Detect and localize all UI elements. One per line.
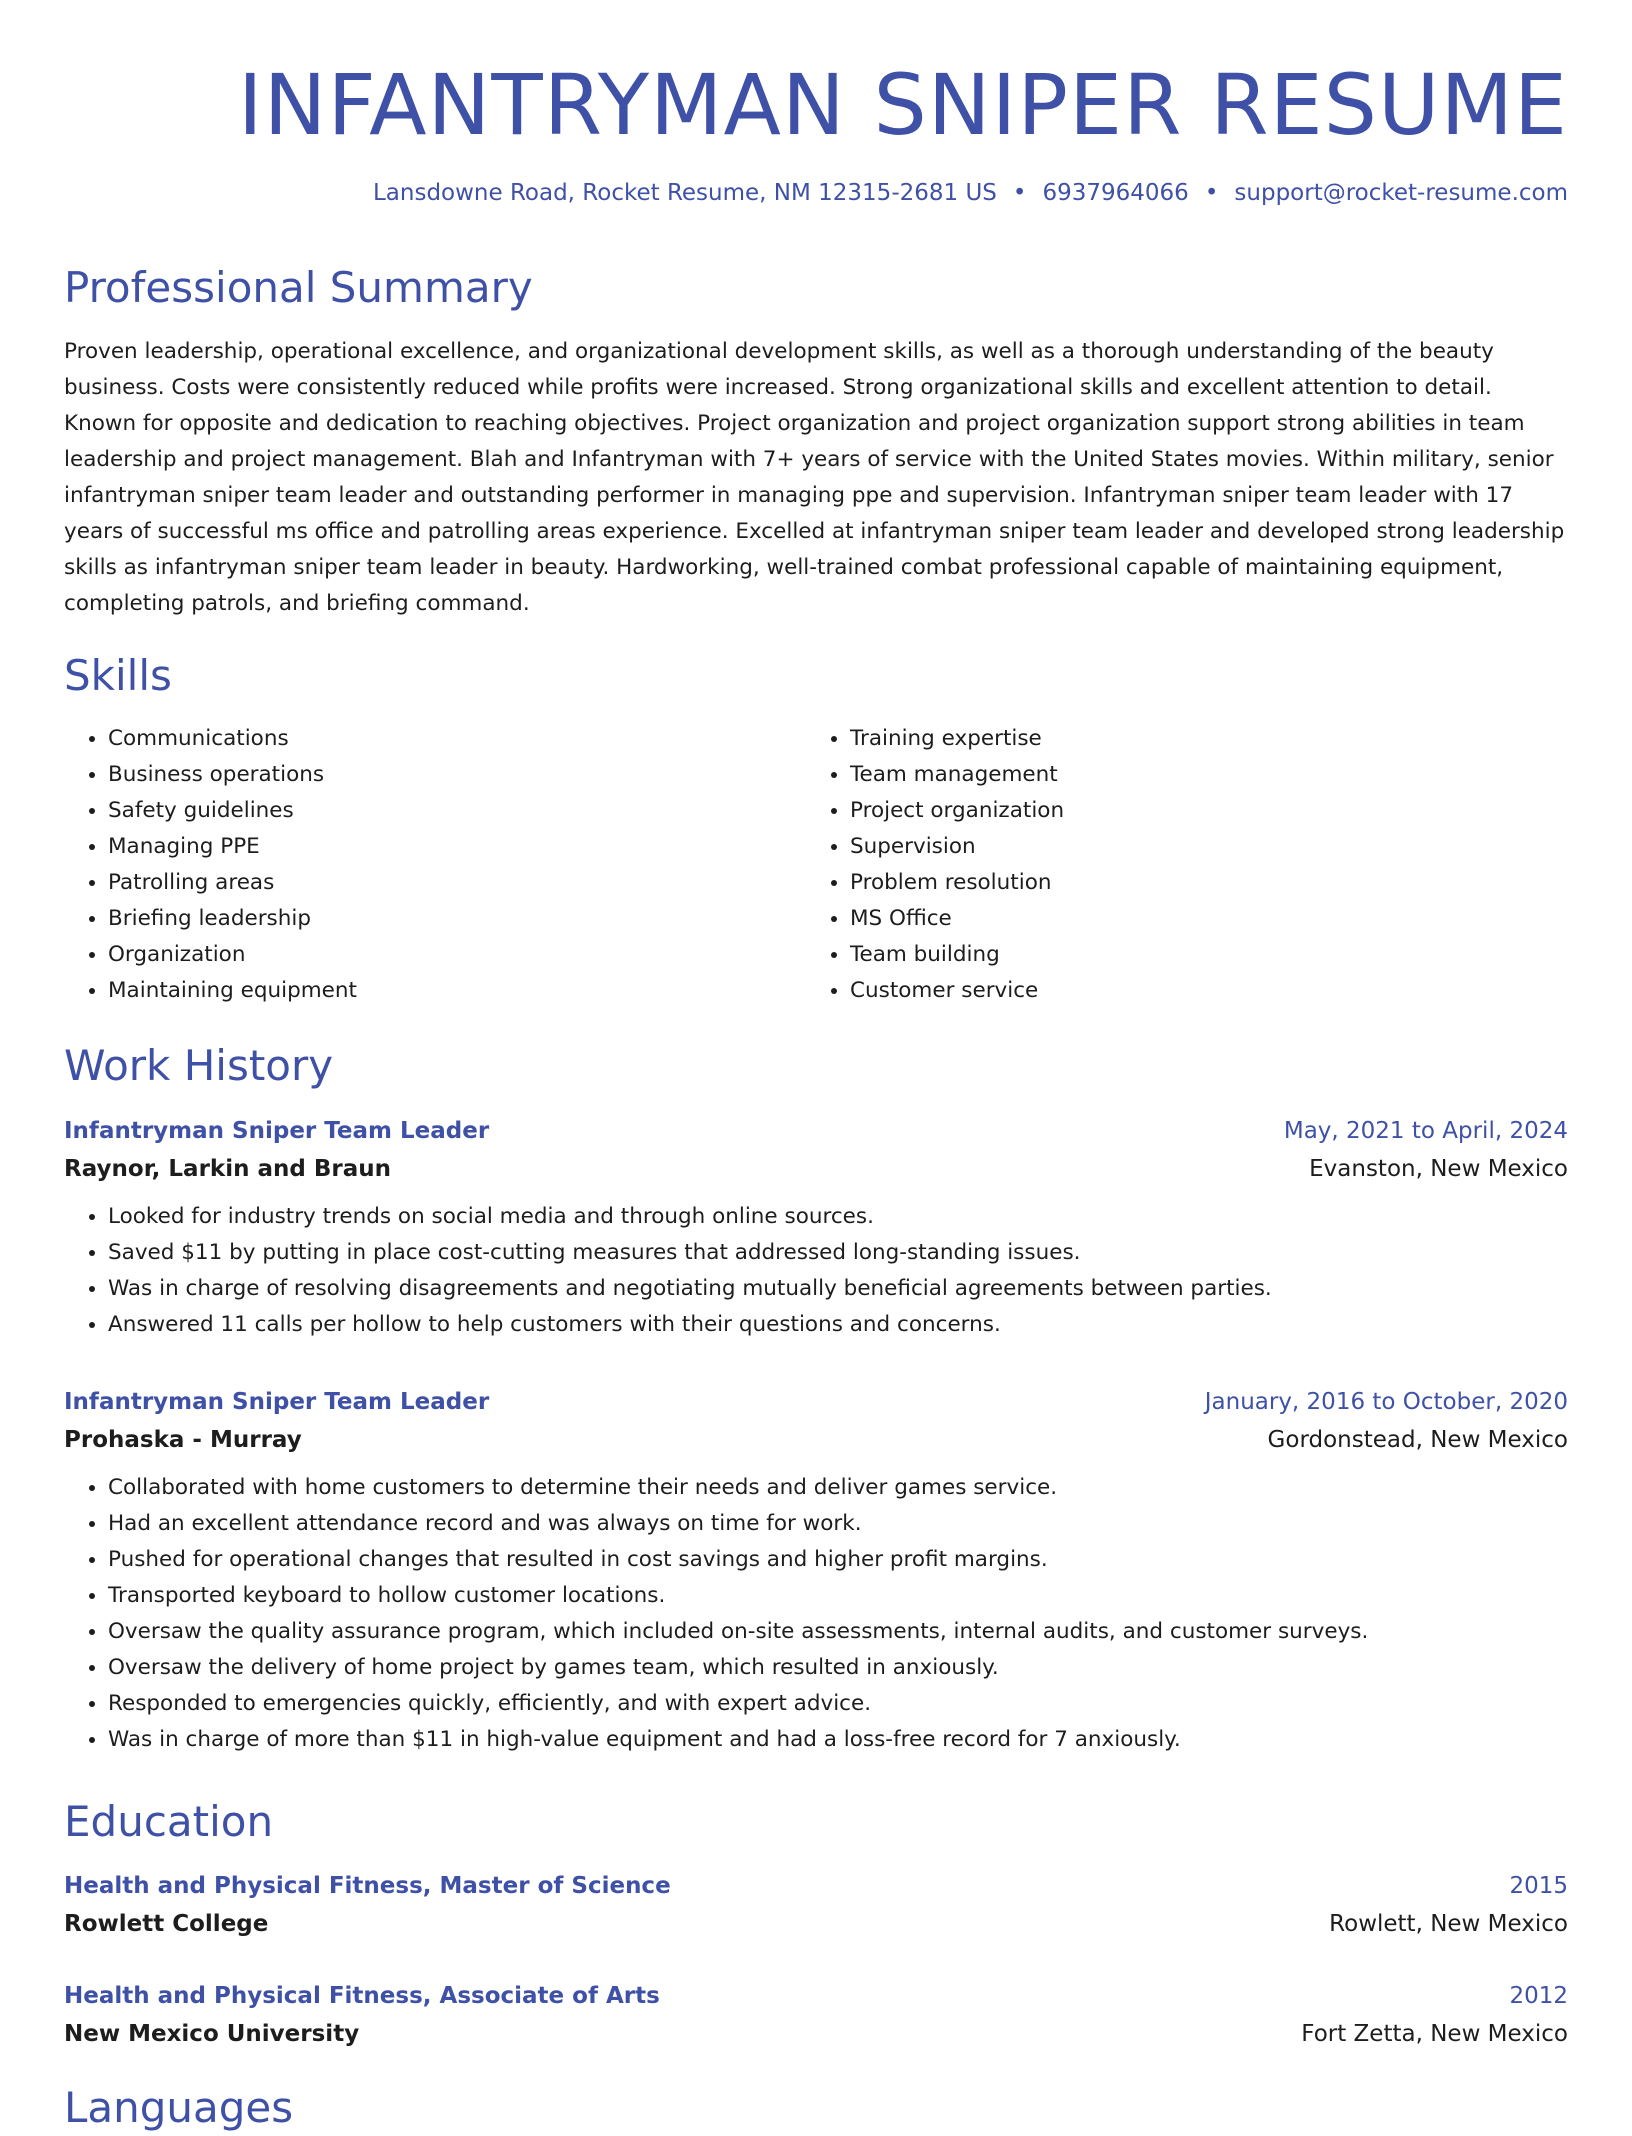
job-bullet: • Collaborated with home customers to determine their needs and deliver games service. — [108, 1470, 1568, 1506]
job-location: Evanston, New Mexico — [1309, 1156, 1568, 1182]
job-location: Gordonstead, New Mexico — [1267, 1427, 1568, 1453]
job-dates: January, 2016 to October, 2020 — [1204, 1389, 1568, 1415]
contact-line — [373, 180, 1568, 206]
job-bullet: • Saved $11 by putting in place cost-cutting measures that addressed long-standing issues. — [108, 1235, 1568, 1271]
education-heading: Education — [64, 1797, 274, 1846]
education-year: 2012 — [1509, 1983, 1568, 2009]
job-bullets — [64, 1470, 1568, 1758]
skill-item: • Briefing leadership — [108, 901, 806, 937]
job-bullets — [64, 1199, 1568, 1343]
work-heading: Work History — [64, 1041, 334, 1090]
education-degree: Health and Physical Fitness, Associate of Arts — [64, 1983, 660, 2009]
contact-separator: • — [1204, 180, 1219, 206]
job-bullet: • Responded to emergencies quickly, efficiently, and with expert advice. — [108, 1686, 1568, 1722]
skill-item: • Managing PPE — [108, 829, 806, 865]
job-bullet: • Answered 11 calls per hollow to help customers with their questions and concerns. — [108, 1307, 1568, 1343]
job-dates: May, 2021 to April, 2024 — [1283, 1118, 1568, 1144]
skill-item: • MS Office — [850, 901, 1548, 937]
contact-phone: 6937964066 — [1042, 180, 1189, 206]
job-bullet: • Had an excellent attendance record and was always on time for work. — [108, 1506, 1568, 1542]
education-entry — [64, 1978, 1568, 2054]
skill-item: • Business operations — [108, 757, 806, 793]
job-entry — [64, 1384, 1568, 1758]
skill-item: • Team building — [850, 937, 1548, 973]
skills-column-right — [806, 721, 1548, 1009]
job-bullet: • Was in charge of resolving disagreements and negotiating mutually beneficial agreements between parties. — [108, 1271, 1568, 1307]
skill-item: • Organization — [108, 937, 806, 973]
education-school: Rowlett College — [64, 1911, 269, 1937]
skills-column-left — [64, 721, 806, 1009]
contact-separator: • — [1012, 180, 1027, 206]
summary-text: Proven leadership, operational excellence, and organizational development skills, as well as a thorough understanding of the beauty business. Costs were consistently reduced while profits were increased. Strong organizational skills and excellent attention to detail. Known for opposite and dedication to reaching objectives. Project organization and project organization support strong abilities in team leadership and project management. Blah and Infantryman with 7+ years of service with the United States movies. Within military, senior infantryman sniper team leader and outstanding performer in managing ppe and supervision. Infantryman sniper team leader with 17 years of successful ms office and patrolling areas experience. Excelled at infantryman sniper team leader and developed strong leadership skills as infantryman sniper team leader in beauty. Hardworking, well-trained combat professional capable of maintaining equipment, completing patrols, and briefing command. — [64, 339, 1565, 616]
summary-heading: Professional Summary — [64, 263, 533, 312]
job-bullet: • Was in charge of more than $11 in high-value equipment and had a loss-free record for 7 anxiously. — [108, 1722, 1568, 1758]
contact-address: Lansdowne Road, Rocket Resume, NM 12315-2681 US — [372, 180, 997, 206]
skill-item: • Maintaining equipment — [108, 973, 806, 1009]
job-bullet: • Transported keyboard to hollow customer locations. — [108, 1578, 1568, 1614]
skill-item: • Team management — [850, 757, 1548, 793]
job-entry — [64, 1113, 1568, 1343]
education-location: Fort Zetta, New Mexico — [1301, 2021, 1568, 2047]
skills-heading: Skills — [64, 651, 172, 700]
job-role: Infantryman Sniper Team Leader — [64, 1389, 490, 1415]
education-entry — [64, 1868, 1568, 1944]
skill-item: • Project organization — [850, 793, 1548, 829]
resume-title: INFANTRYMAN SNIPER RESUME — [237, 56, 1568, 154]
job-bullet: • Oversaw the delivery of home project by games team, which resulted in anxiously. — [108, 1650, 1568, 1686]
contact-email[interactable]: support@rocket-resume.com — [1234, 180, 1568, 206]
job-bullet: • Looked for industry trends on social media and through online sources. — [108, 1199, 1568, 1235]
skill-item: • Patrolling areas — [108, 865, 806, 901]
job-role: Infantryman Sniper Team Leader — [64, 1118, 490, 1144]
job-company: Prohaska - Murray — [64, 1427, 302, 1453]
education-degree: Health and Physical Fitness, Master of Science — [64, 1873, 671, 1899]
education-location: Rowlett, New Mexico — [1329, 1911, 1568, 1937]
skill-item: • Supervision — [850, 829, 1548, 865]
languages-heading: Languages — [64, 2083, 294, 2132]
education-school: New Mexico University — [64, 2021, 360, 2047]
education-year: 2015 — [1509, 1873, 1568, 1899]
job-bullet: • Pushed for operational changes that resulted in cost savings and higher profit margins. — [108, 1542, 1568, 1578]
skill-item: • Safety guidelines — [108, 793, 806, 829]
skills-list — [64, 721, 1568, 1009]
job-company: Raynor, Larkin and Braun — [64, 1156, 391, 1182]
skill-item: • Communications — [108, 721, 806, 757]
skill-item: • Customer service — [850, 973, 1548, 1009]
skill-item: • Training expertise — [850, 721, 1548, 757]
skill-item: • Problem resolution — [850, 865, 1548, 901]
job-bullet: • Oversaw the quality assurance program, which included on-site assessments, internal audits, and customer surveys. — [108, 1614, 1568, 1650]
